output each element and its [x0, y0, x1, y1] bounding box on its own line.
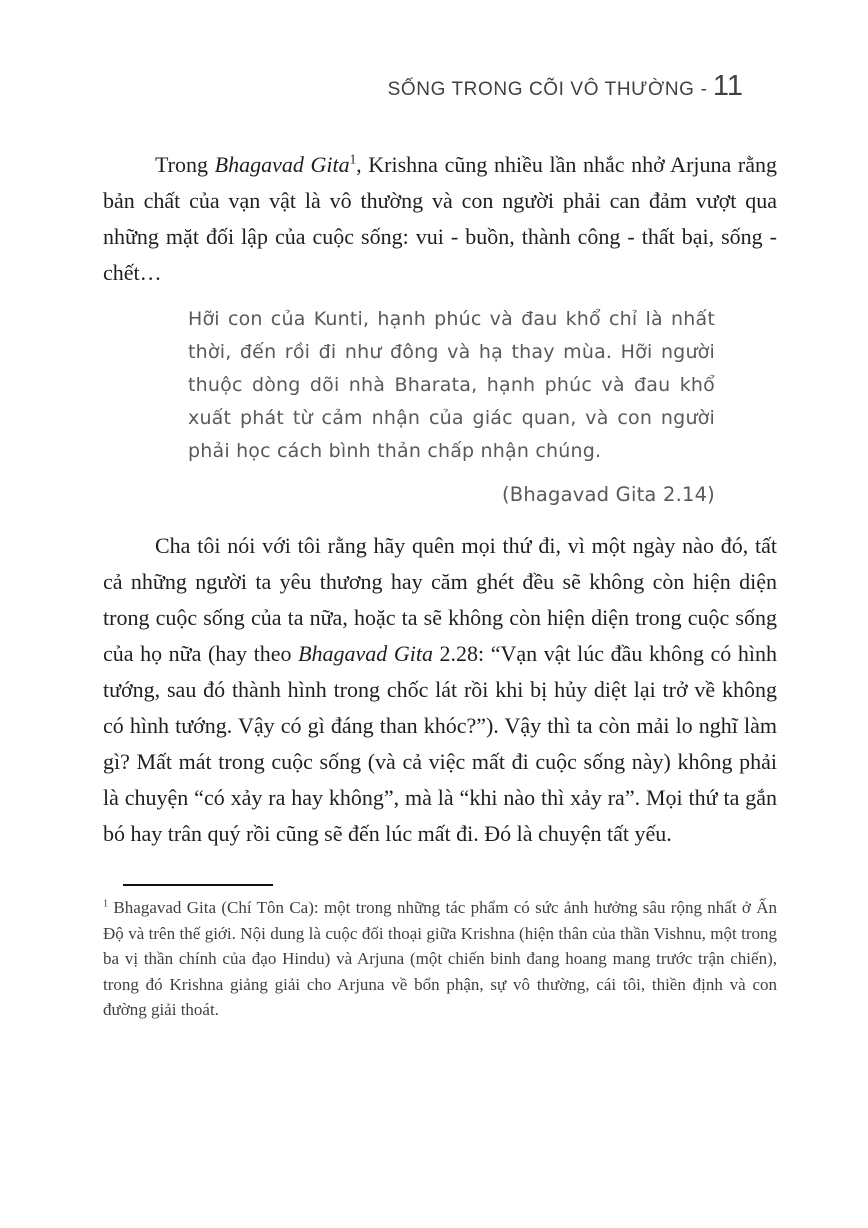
- footnote-body: Bhagavad Gita (Chí Tôn Ca): một trong những tác phẩm có sức ảnh hưởng sâu rộng nhất ở Ấn Độ và trên thế giới. Nội dung là cuộc đối thoại giữa Krishna (hiện thân của thần Vishnu, một trong ba vị thần chính của đạo Hindu) và Arjuna (một chiến binh đang hoang mang trước trận chiến), trong đó Krishna giảng giải cho Arjuna về bổn phận, sự vô thường, cái tôi, thiền định và con đường giải thoát.: [103, 898, 777, 1019]
- header-separator: -: [700, 79, 707, 100]
- paragraph-body: [103, 528, 777, 852]
- page-number: 11: [712, 70, 743, 102]
- footnote-reference: 1: [349, 151, 357, 167]
- running-header: [0, 0, 868, 103]
- book-title-italic: Bhagavad Gita: [214, 152, 350, 177]
- paragraph-body-part1: Cha tôi nói với tôi rằng hãy quên mọi thứ đi, vì một ngày nào đó, tất cả những người ta yêu thương hay căm ghét đều sẽ không còn hiện diện trong cuộc sống của ta nữa, hoặc ta sẽ không còn hiện diện trong cuộc sống của họ nữa (hay theo: [103, 533, 777, 666]
- footnote-divider: [123, 884, 273, 886]
- scripture-quote: Hỡi con của Kunti, hạnh phúc và đau khổ chỉ là nhất thời, đến rồi đi như đông và hạ thay mùa. Hỡi người thuộc dòng dõi nhà Bharata, hạnh phúc và đau khổ xuất phát từ cảm nhận của giác quan, và con người phải học cách bình thản chấp nhận chúng.: [188, 308, 715, 462]
- footnote-marker: 1: [103, 898, 109, 910]
- footnote-text: [103, 895, 777, 1023]
- running-title: SỐNG TRONG CÕI VÔ THƯỜNG: [387, 79, 695, 100]
- quote-attribution: (Bhagavad Gita 2.14): [501, 483, 715, 506]
- paragraph-intro-lead: Trong: [155, 152, 215, 177]
- paragraph-intro: [103, 147, 777, 291]
- paragraph-intro-rest: , Krishna cũng nhiều lần nhắc nhở Arjuna rằng bản chất của vạn vật là vô thường và con người phải can đảm vượt qua những mặt đối lập của cuộc sống: vui - buồn, thành công - thất bại, sống - chết…: [103, 152, 777, 285]
- book-title-italic-2: Bhagavad Gita: [298, 641, 433, 666]
- paragraph-body-part2: 2.28: “Vạn vật lúc đầu không có hình tướng, sau đó thành hình trong chốc lát rồi khi bị hủy diệt lại trở về không có hình tướng. Vậy có gì đáng than khóc?”). Vậy thì ta còn mải lo nghĩ làm gì? Mất mát trong cuộc sống (và cả việc mất đi cuộc sống này) không phải là chuyện “có xảy ra hay không”, mà là “khi nào thì xảy ra”. Mọi thứ ta gắn bó hay trân quý rồi cũng sẽ đến lúc mất đi. Đó là chuyện tất yếu.: [103, 641, 777, 846]
